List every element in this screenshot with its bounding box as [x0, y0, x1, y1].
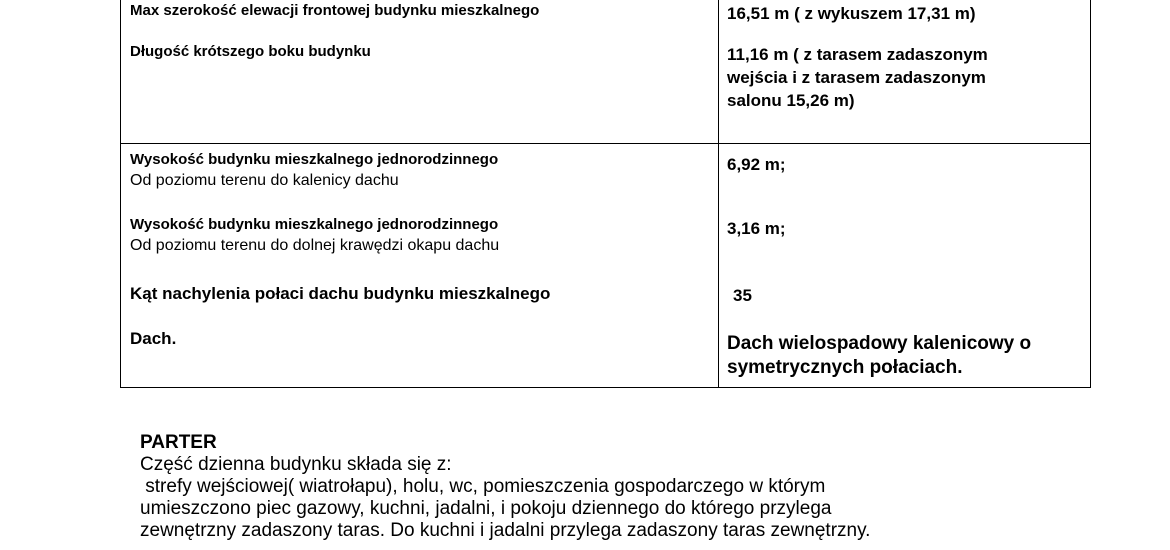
ground-floor-section	[140, 432, 1040, 542]
ridge-height-sublabel: Od poziomu terenu do kalenicy dachu	[130, 172, 399, 189]
section-line-2: strefy wejściowej( wiatrołapu), holu, wc, pomieszczenia gospodarczego w którym	[140, 476, 826, 497]
building-parameters-table	[120, 0, 1091, 388]
column-divider	[718, 0, 719, 387]
section-heading: PARTER	[140, 432, 217, 453]
short-side-label: Długość krótszego boku budynku	[130, 43, 371, 60]
roof-angle-value: 35	[733, 286, 752, 305]
section-line-1: Część dzienna budynku składa się z:	[140, 454, 452, 475]
short-side-value-line-1: 11,16 m ( z tarasem zadaszonym	[727, 45, 988, 64]
facade-width-value: 16,51 m ( z wykuszem 17,31 m)	[727, 4, 976, 23]
roof-label: Dach.	[130, 329, 177, 348]
roof-value-line-2: symetrycznych połaciach.	[727, 357, 963, 378]
facade-width-label: Max szerokość elewacji frontowej budynku mieszkalnego	[130, 2, 540, 19]
eave-height-label: Wysokość budynku mieszkalnego jednorodzinnego	[130, 216, 499, 233]
ridge-height-value: 6,92 m;	[727, 155, 786, 174]
short-side-value-line-2: wejścia i z tarasem zadaszonym	[727, 68, 986, 87]
section-line-3: umieszczono piec gazowy, kuchni, jadalni, i pokoju dziennego do którego przylega	[140, 498, 832, 519]
eave-height-value: 3,16 m;	[727, 219, 786, 238]
section-line-4: zewnętrzny zadaszony taras. Do kuchni i jadalni przylega zadaszony taras zewnętrzny.	[140, 520, 871, 541]
ridge-height-label: Wysokość budynku mieszkalnego jednorodzinnego	[130, 151, 499, 168]
eave-height-sublabel: Od poziomu terenu do dolnej krawędzi okapu dachu	[130, 237, 500, 254]
roof-angle-label: Kąt nachylenia połaci dachu budynku mieszkalnego	[130, 284, 551, 303]
short-side-value-line-3: salonu 15,26 m)	[727, 91, 855, 110]
roof-value-line-1: Dach wielospadowy kalenicowy o	[727, 333, 1032, 354]
row-divider	[121, 143, 1090, 144]
